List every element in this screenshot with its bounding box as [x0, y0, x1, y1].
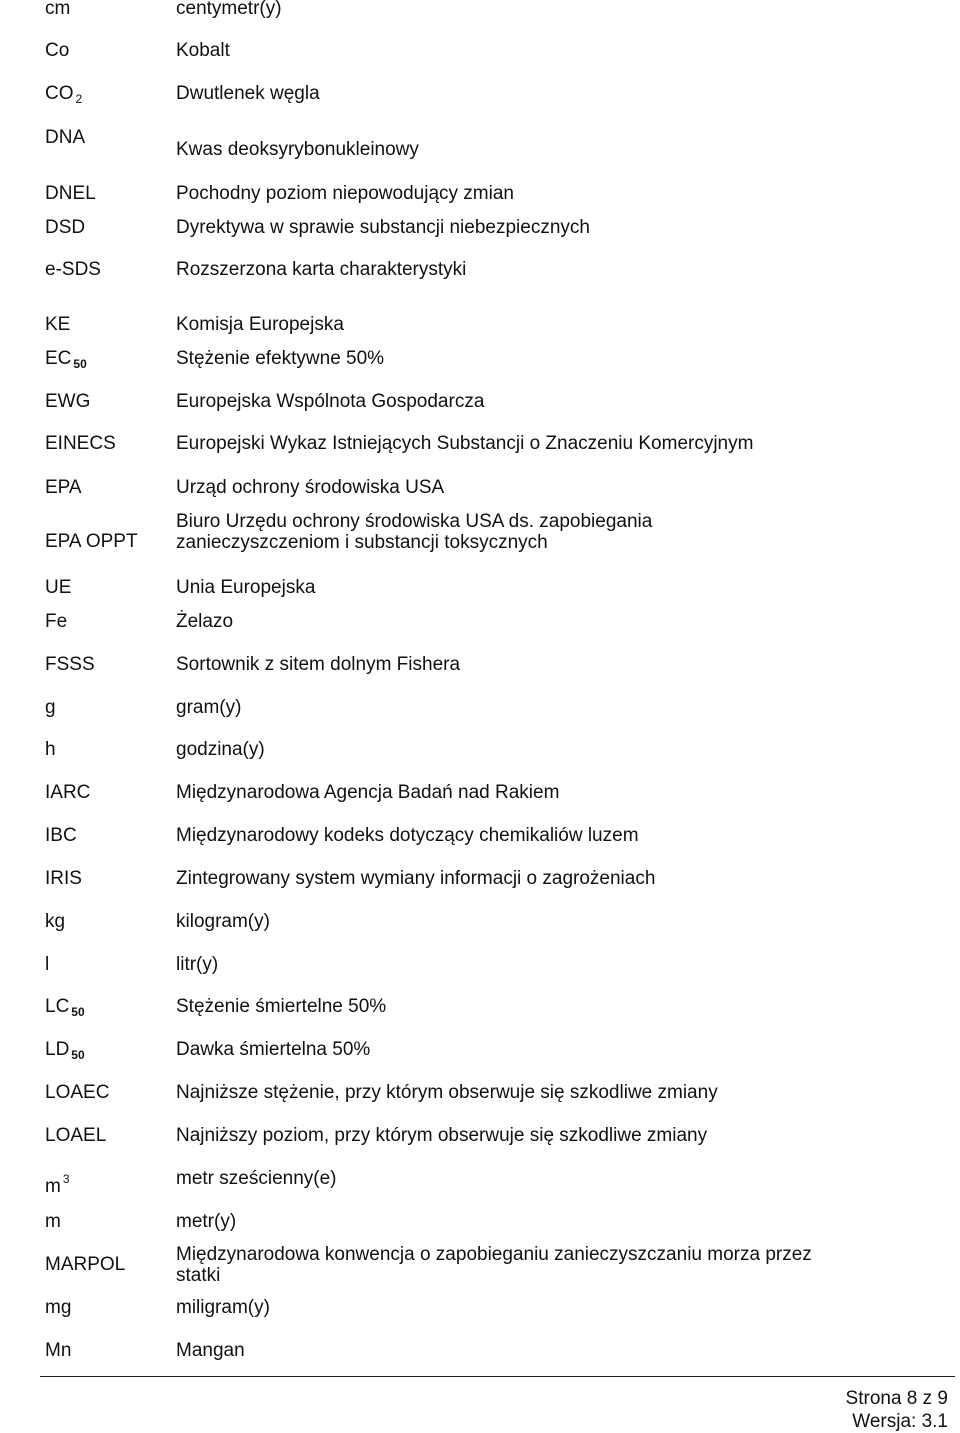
abbr-term: mg	[45, 1297, 72, 1318]
abbr-term: LD	[45, 1039, 70, 1060]
abbr-term: LOAEC	[45, 1082, 110, 1103]
abbr-term-wrap	[45, 1168, 70, 1198]
abbr-term: KE	[45, 314, 71, 335]
abbr-term: IBC	[45, 825, 77, 846]
abbr-term: EPA OPPT	[45, 531, 138, 552]
abbr-term: IARC	[45, 782, 91, 803]
abbr-definition: Kwas deoksyrybonukleinowy	[176, 139, 419, 160]
abbr-term-wrap	[45, 83, 82, 110]
abbr-definition: Najniższy poziom, przy którym obserwuje się szkodliwe zmiany	[176, 1125, 708, 1146]
abbr-definition: Dawka śmiertelna 50%	[176, 1039, 371, 1060]
page-number: Strona 8 z 9	[845, 1388, 948, 1409]
page-footer	[846, 1387, 948, 1433]
abbr-term: Fe	[45, 611, 68, 632]
abbr-term: m	[45, 1176, 61, 1197]
abbr-definition: Międzynarodowa Agencja Badań nad Rakiem	[176, 782, 560, 803]
abbr-term: l	[45, 954, 50, 975]
abbr-term: kg	[45, 911, 66, 932]
abbr-definition: Europejska Wspólnota Gospodarcza	[176, 391, 485, 412]
abbr-term: h	[45, 739, 56, 760]
abbr-term: cm	[45, 0, 71, 19]
abbr-definition: Stężenie efektywne 50%	[176, 348, 385, 369]
abbr-term: Mn	[45, 1340, 72, 1361]
abbr-definition: Unia Europejska	[176, 577, 316, 598]
abbr-subscript: 50	[73, 357, 87, 371]
abbr-definition: kilogram(y)	[176, 911, 270, 932]
abbr-term-wrap	[45, 1039, 85, 1066]
abbr-definition: Najniższe stężenie, przy którym obserwuje się szkodliwe zmiany	[176, 1082, 718, 1103]
abbr-definition: Międzynarodowa konwencja o zapobieganiu zanieczyszczaniu morza przez statki	[176, 1244, 812, 1286]
abbr-term: EPA	[45, 477, 82, 498]
abbr-definition: godzina(y)	[176, 739, 265, 760]
abbr-term: LC	[45, 996, 70, 1017]
abbr-definition: Mangan	[176, 1340, 245, 1361]
abbr-superscript: 3	[62, 1172, 70, 1186]
abbr-term-wrap	[45, 996, 85, 1023]
abbr-definition: Sortownik z sitem dolnym Fishera	[176, 654, 461, 675]
abbr-definition: miligram(y)	[176, 1297, 270, 1318]
abbr-definition: Żelazo	[176, 611, 234, 632]
abbr-definition: Dyrektywa w sprawie substancji niebezpiecznych	[176, 217, 590, 238]
abbr-term: CO	[45, 83, 74, 104]
footer-divider	[40, 1376, 955, 1377]
abbr-definition: Urząd ochrony środowiska USA	[176, 477, 445, 498]
abbr-definition: Biuro Urzędu ochrony środowiska USA ds. zapobiegania zanieczyszczeniom i substancji toksycznych	[176, 511, 653, 553]
abbr-definition: Europejski Wykaz Istniejących Substancji o Znaczeniu Komercyjnym	[176, 433, 754, 454]
abbr-definition: Rozszerzona karta charakterystyki	[176, 259, 467, 280]
abbr-term: EWG	[45, 391, 91, 412]
abbr-definition: litr(y)	[176, 954, 219, 975]
abbr-definition: Międzynarodowy kodeks dotyczący chemikaliów luzem	[176, 825, 639, 846]
abbr-term: IRIS	[45, 868, 82, 889]
abbr-term: g	[45, 697, 56, 718]
abbr-term: DSD	[45, 217, 86, 238]
abbr-definition: Stężenie śmiertelne 50%	[176, 996, 387, 1017]
abbr-term: UE	[45, 577, 72, 598]
abbr-term: e-SDS	[45, 259, 101, 280]
abbr-definition: Dwutlenek węgla	[176, 83, 320, 104]
abbr-subscript: 50	[71, 1005, 85, 1019]
abbr-term: LOAEL	[45, 1125, 107, 1146]
abbr-term: EC	[45, 348, 72, 369]
document-version: Wersja: 3.1	[852, 1411, 948, 1432]
abbr-definition: centymetr(y)	[176, 0, 282, 19]
abbr-term: m	[45, 1211, 61, 1232]
abbr-term: DNEL	[45, 183, 96, 204]
abbr-definition: Pochodny poziom niepowodujący zmian	[176, 183, 514, 204]
abbr-definition: metr(y)	[176, 1211, 237, 1232]
abbr-term: FSSS	[45, 654, 95, 675]
abbr-term: MARPOL	[45, 1254, 126, 1275]
abbr-definition: metr sześcienny(e)	[176, 1168, 337, 1189]
abbr-subscript: 50	[71, 1048, 85, 1062]
abbr-definition: Komisja Europejska	[176, 314, 344, 335]
abbr-term: EINECS	[45, 433, 116, 454]
abbr-term: Co	[45, 40, 70, 61]
abbr-term-wrap	[45, 348, 87, 375]
abbr-definition: Kobalt	[176, 40, 230, 61]
abbr-term: DNA	[45, 127, 86, 148]
abbr-definition: gram(y)	[176, 697, 242, 718]
abbr-subscript: 2	[75, 92, 83, 106]
abbr-definition: Zintegrowany system wymiany informacji o zagrożeniach	[176, 868, 656, 889]
